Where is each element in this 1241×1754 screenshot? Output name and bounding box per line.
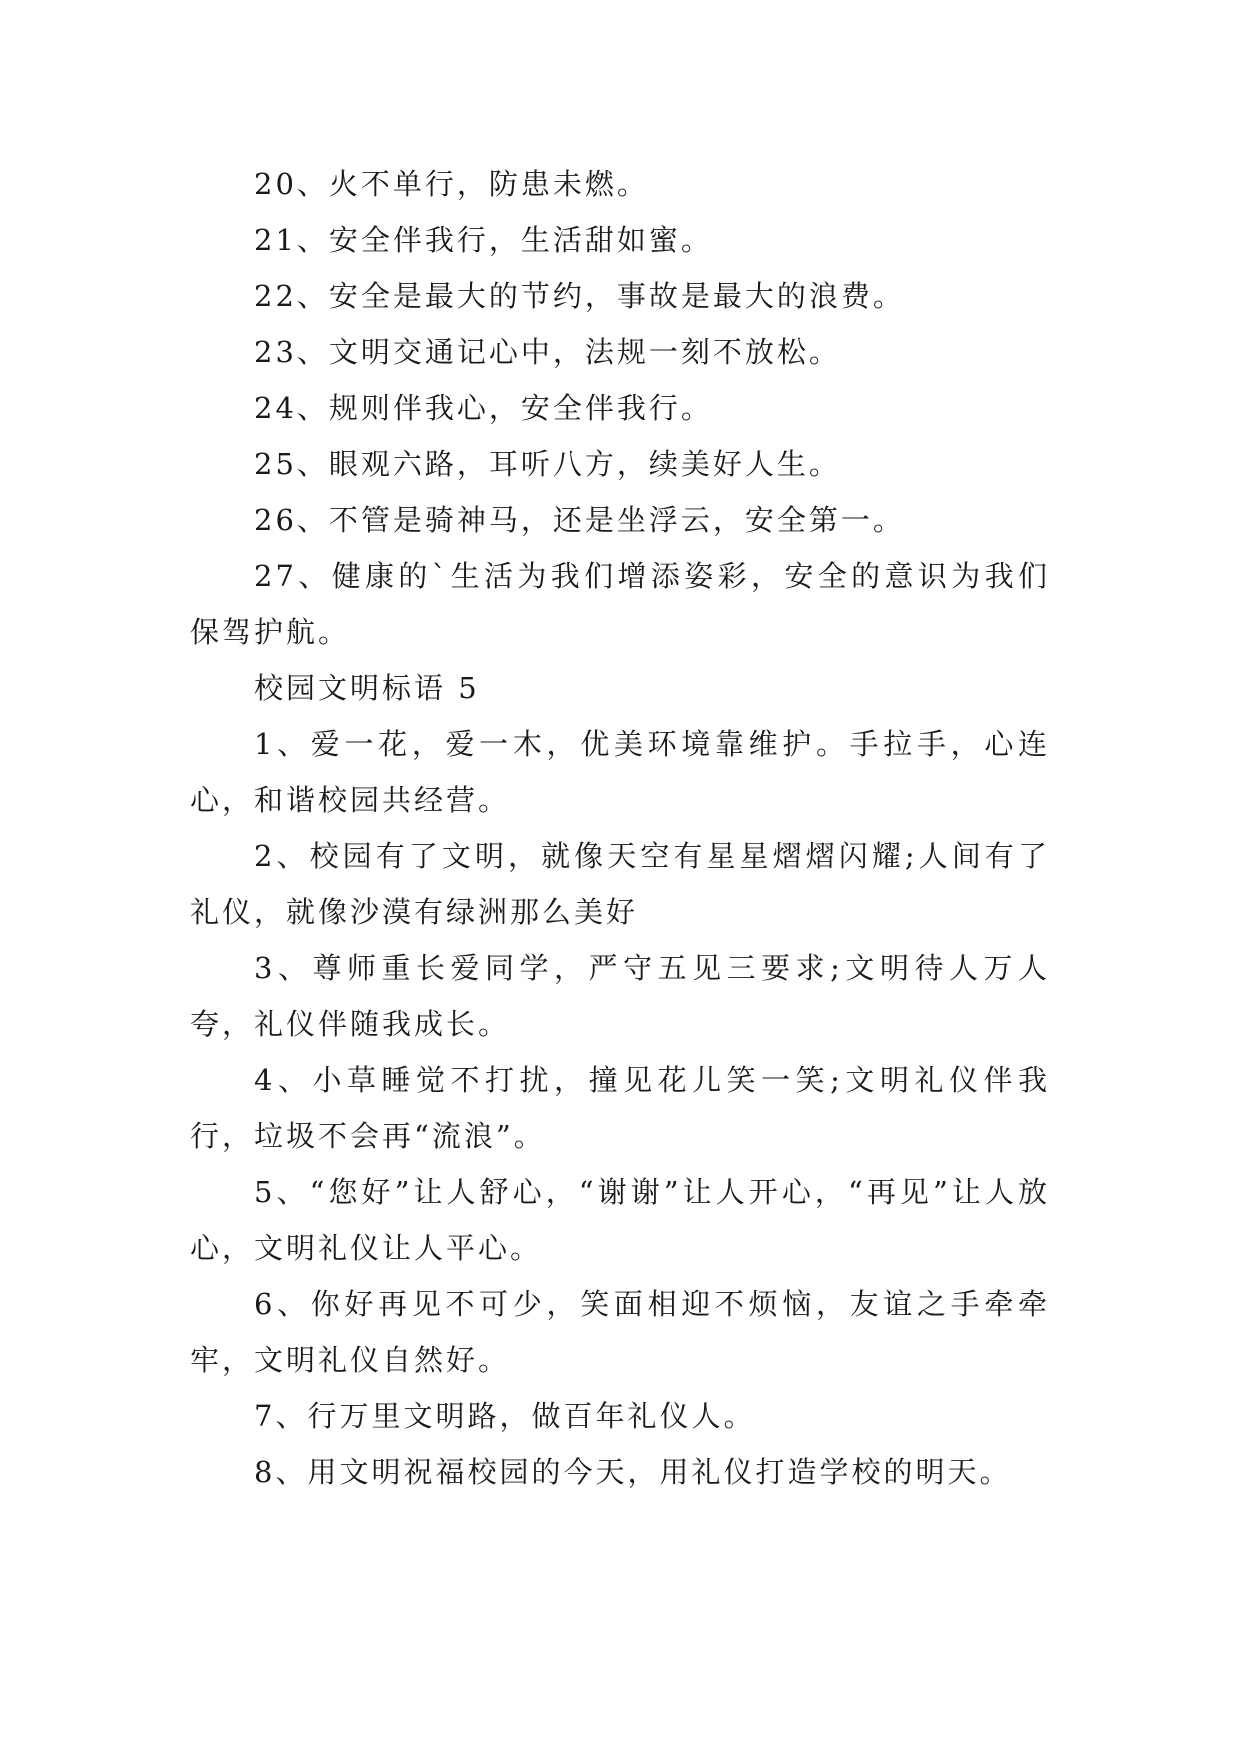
paragraph-22: 22、安全是最大的节约，事故是最大的浪费。: [254, 279, 905, 313]
slogan-6: 6、你好再见不可少，笑面相迎不烦恼，友谊之手牵牵牢，文明礼仪自然好。: [190, 1287, 1050, 1377]
paragraph-23: 23、文明交通记心中，法规一刻不放松。: [254, 335, 841, 369]
paragraph-26: 26、不管是骑神马，还是坐浮云，安全第一。: [254, 503, 905, 537]
slogan-5: 5、“您好”让人舒心，“谢谢”让人开心，“再见”让人放心，文明礼仪让人平心。: [190, 1175, 1050, 1265]
paragraph-24: 24、规则伴我心，安全伴我行。: [254, 391, 713, 425]
paragraph-21: 21、安全伴我行，生活甜如蜜。: [254, 223, 713, 257]
slogan-2: 2、校园有了文明，就像天空有星星熠熠闪耀;人间有了礼仪，就像沙漠有绿洲那么美好: [190, 839, 1050, 929]
paragraph-27: 27、健康的`生活为我们增添姿彩，安全的意识为我们保驾护航。: [190, 559, 1050, 649]
slogan-8: 8、用文明祝福校园的今天，用礼仪打造学校的明天。: [254, 1455, 1012, 1489]
slogan-3: 3、尊师重长爱同学，严守五见三要求;文明待人万人夸，礼仪伴随我成长。: [190, 951, 1050, 1041]
slogan-1: 1、爱一花，爱一木，优美环境靠维护。手拉手，心连心，和谐校园共经营。: [190, 727, 1050, 817]
slogan-7: 7、行万里文明路，做百年礼仪人。: [254, 1399, 756, 1433]
section-heading: 校园文明标语 5: [254, 671, 480, 705]
document-body: [190, 156, 1050, 1500]
paragraph-25: 25、眼观六路，耳听八方，续美好人生。: [254, 447, 841, 481]
paragraph-20: 20、火不单行，防患未燃。: [254, 167, 649, 201]
slogan-4: 4、小草睡觉不打扰，撞见花儿笑一笑;文明礼仪伴我行，垃圾不会再“流浪”。: [190, 1063, 1050, 1153]
